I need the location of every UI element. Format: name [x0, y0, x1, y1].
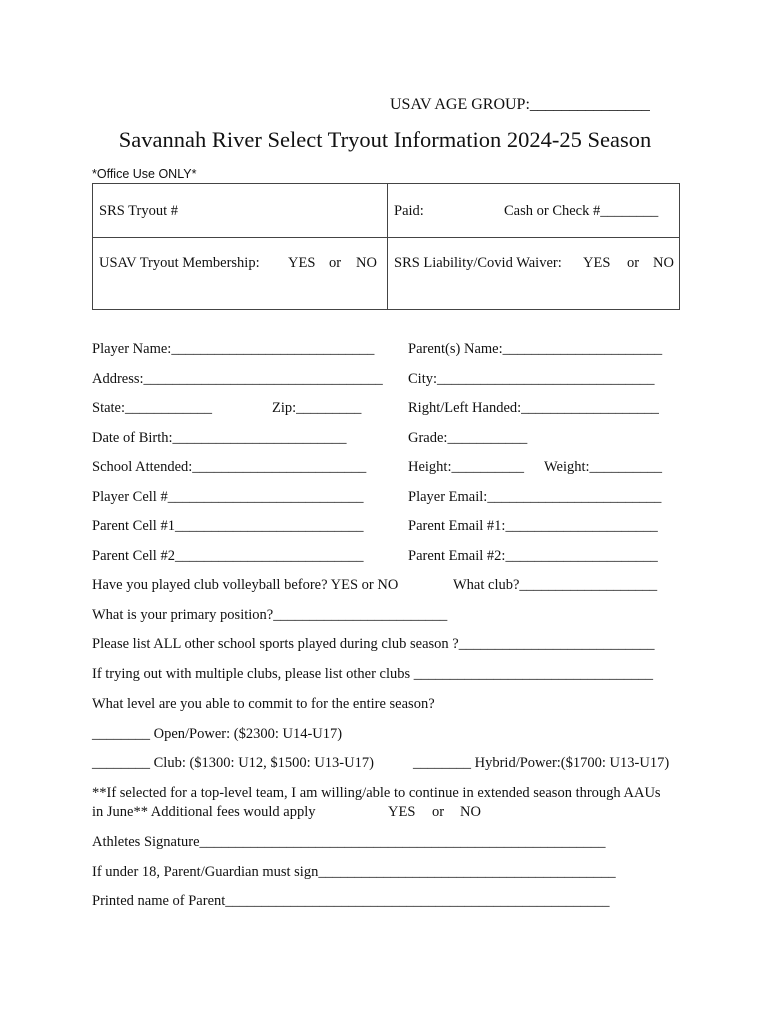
- waiver-cell[interactable]: [388, 238, 680, 310]
- athlete-signature-field[interactable]: Athletes Signature________________________________________________________: [92, 834, 606, 850]
- height-field[interactable]: Height:__________: [408, 459, 524, 475]
- primary-position-field[interactable]: What is your primary position?________________________: [92, 607, 448, 623]
- handed-field[interactable]: Right/Left Handed:___________________: [408, 400, 659, 416]
- cash-or-check-label: Cash or Check #________: [504, 203, 659, 219]
- usav-membership-label: USAV Tryout Membership:: [99, 255, 260, 271]
- school-field[interactable]: School Attended:________________________: [92, 459, 367, 475]
- extended-no-option[interactable]: NO: [460, 804, 481, 820]
- state-field[interactable]: State:____________: [92, 400, 213, 416]
- extended-season-text: **If selected for a top-level team, I am willing/able to continue in extended season through AAUs: [92, 785, 661, 801]
- page-title: Savannah River Select Tryout Information 2024-25 Season: [118, 127, 652, 152]
- weight-field[interactable]: Weight:__________: [544, 459, 663, 475]
- open-power-option[interactable]: ________ Open/Power: ($2300: U14-U17): [92, 726, 343, 742]
- age-group-field[interactable]: USAV AGE GROUP:_______________: [390, 96, 650, 113]
- parent-cell-2-field[interactable]: Parent Cell #2__________________________: [92, 548, 364, 564]
- srs-tryout-label: SRS Tryout #: [99, 203, 178, 219]
- club-before-question[interactable]: Have you played club volleyball before? YES or NO: [92, 577, 399, 593]
- commit-level-question: What level are you able to commit to for the entire season?: [92, 696, 435, 712]
- address-field[interactable]: Address:_________________________________: [92, 371, 383, 387]
- usav-yes-option[interactable]: YES: [288, 255, 316, 271]
- paid-cell[interactable]: [388, 184, 680, 238]
- player-cell-field[interactable]: Player Cell #___________________________: [92, 489, 364, 505]
- printed-parent-name-field[interactable]: Printed name of Parent_____________________________________________________: [92, 893, 610, 909]
- srs-tryout-cell[interactable]: [93, 184, 388, 238]
- dob-field[interactable]: Date of Birth:________________________: [92, 430, 347, 446]
- usav-membership-cell[interactable]: [93, 238, 388, 310]
- parent-email-1-field[interactable]: Parent Email #1:_____________________: [408, 518, 658, 534]
- hybrid-option[interactable]: ________ Hybrid/Power:($1700: U13-U17): [413, 755, 670, 771]
- waiver-label: SRS Liability/Covid Waiver:: [394, 255, 562, 271]
- usav-or-text: or: [329, 255, 342, 271]
- waiver-or-text: or: [627, 255, 640, 271]
- extended-or-text: or: [432, 804, 445, 820]
- parent-name-field[interactable]: Parent(s) Name:______________________: [408, 341, 663, 357]
- paid-label: Paid:: [394, 203, 424, 219]
- usav-no-option[interactable]: NO: [356, 255, 377, 271]
- club-level-option[interactable]: ________ Club: ($1300: U12, $1500: U13-U17): [92, 755, 374, 771]
- office-use-table: [92, 183, 680, 310]
- extended-season-text-2: in June** Additional fees would apply: [92, 804, 316, 820]
- what-club-field[interactable]: What club?___________________: [453, 577, 658, 593]
- guardian-signature-field[interactable]: If under 18, Parent/Guardian must sign_________________________________________: [92, 864, 616, 880]
- city-field[interactable]: City:______________________________: [408, 371, 655, 387]
- parent-cell-1-field[interactable]: Parent Cell #1__________________________: [92, 518, 364, 534]
- waiver-yes-option[interactable]: YES: [583, 255, 611, 271]
- player-email-field[interactable]: Player Email:________________________: [408, 489, 662, 505]
- other-sports-field[interactable]: Please list ALL other school sports played during club season ?___________________________: [92, 636, 655, 652]
- parent-email-2-field[interactable]: Parent Email #2:_____________________: [408, 548, 658, 564]
- waiver-no-option[interactable]: NO: [653, 255, 674, 271]
- other-clubs-field[interactable]: If trying out with multiple clubs, please list other clubs _________________________________: [92, 666, 654, 682]
- player-name-field[interactable]: Player Name:____________________________: [92, 341, 375, 357]
- office-use-label: *Office Use ONLY*: [92, 167, 197, 181]
- extended-yes-option[interactable]: YES: [388, 804, 416, 820]
- zip-field[interactable]: Zip:_________: [272, 400, 362, 416]
- grade-field[interactable]: Grade:___________: [408, 430, 528, 446]
